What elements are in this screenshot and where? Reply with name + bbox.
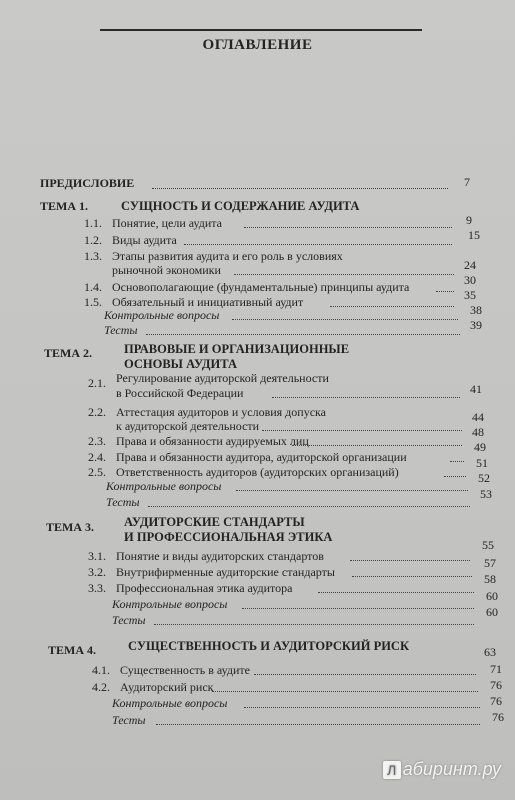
entry-page: 71 [490,662,502,676]
entry-num: 2.5. [88,465,106,479]
leader [146,334,460,335]
entry-page: 52 [478,471,490,485]
entry-num: 2.3. [88,434,106,448]
leader [184,244,452,245]
labirint-logo-mark: Л [383,761,401,779]
entry-page: 30 [464,273,476,287]
entry-num: 3.2. [88,565,106,579]
entry-title: Внутрифирменные аудиторские стандарты [116,565,335,579]
entry-page: 76 [492,710,504,724]
review-questions: Контрольные вопросы [106,479,222,493]
leader [244,227,452,228]
entry-page: 41 [470,382,482,396]
leader [444,476,466,477]
tests: Тесты [104,323,138,337]
entry-num: 3.1. [88,549,106,563]
entry-title: Ответственность аудиторов (аудиторских организаций) [116,465,399,479]
entry-page: 49 [474,440,486,454]
entry-num: 3.3. [88,581,106,595]
leader [236,490,468,491]
leader [272,397,460,398]
entry-title: Существенность в аудите [120,663,250,677]
entry-page: 48 [472,425,484,439]
top-rule [100,29,422,31]
entry-title-line-2: в Российской Федерации [116,386,244,400]
tests: Тесты [112,713,146,727]
preface-label: ПРЕДИСЛОВИЕ [40,176,135,190]
leader [350,560,470,561]
entry-title-line-1: Аттестация аудиторов и условия допуска [116,405,326,419]
entry-page: 38 [470,303,482,317]
entry-num: 2.1. [88,376,106,390]
entry-page: 60 [486,605,498,619]
entry-title: Виды аудита [112,233,177,247]
leader [234,274,454,275]
tests: Тесты [106,495,140,509]
review-questions: Контрольные вопросы [112,597,228,611]
leader [330,306,454,307]
topic-3-title-line-2: И ПРОФЕССИОНАЛЬНАЯ ЭТИКА [124,530,333,544]
entry-title: Основополагающие (фундаментальные) принципы аудита [112,280,410,294]
leader [318,592,474,593]
entry-page: 51 [476,456,488,470]
entry-num: 4.2. [92,680,110,694]
entry-title: Права и обязанности аудитора, аудиторской организации [116,450,407,464]
entry-page: 15 [468,228,480,242]
review-questions: Контрольные вопросы [104,308,220,322]
entry-num: 1.2. [84,233,102,247]
topic-1-title: СУЩНОСТЬ И СОДЕРЖАНИЕ АУДИТА [121,199,360,213]
entry-num: 1.5. [84,295,102,309]
entry-page: 24 [464,258,476,272]
leader [244,707,480,708]
entry-page: 76 [490,694,502,708]
entry-page: 58 [484,572,496,586]
topic-4-page: 63 [484,645,496,659]
entry-title-line-1: Регулирование аудиторской деятельности [116,371,329,385]
leader [254,674,476,675]
leader [450,461,464,462]
entry-page: 9 [466,213,472,227]
topic-2-label: ТЕМА 2. [44,346,92,360]
leader [148,506,470,507]
entry-num: 1.3. [84,249,102,263]
leader [262,430,462,431]
leader [156,724,480,725]
entry-title: Обязательный и инициативный аудит [112,295,304,309]
entry-page: 76 [490,678,502,692]
entry-num: 2.2. [88,405,106,419]
leader [232,319,458,320]
entry-title: Права и обязанности аудируемых лиц [116,434,309,448]
leader [352,576,472,577]
topic-3-title-line-1: АУДИТОРСКИЕ СТАНДАРТЫ [124,515,305,529]
entry-title-line-2: рыночной экономики [112,263,221,277]
entry-num: 4.1. [92,663,110,677]
topic-4-label: ТЕМА 4. [48,643,96,657]
labirint-watermark [383,759,501,780]
entry-page: 60 [486,589,498,603]
entry-page: 44 [472,410,484,424]
leader [154,624,474,625]
topic-1-label: ТЕМА 1. [40,199,88,213]
page-title: ОГЛАВЛЕНИЕ [202,37,313,53]
entry-page: 39 [470,318,482,332]
entry-title: Профессиональная этика аудитора [116,581,293,595]
entry-title: Понятие и виды аудиторских стандартов [116,549,324,563]
topic-2-title-line-1: ПРАВОВЫЕ И ОРГАНИЗАЦИОННЫЕ [124,342,350,356]
entry-num: 1.4. [84,280,102,294]
entry-title-line-2: к аудиторской деятельности [116,419,260,433]
entry-page: 53 [480,487,492,501]
entry-page: 57 [484,556,496,570]
leader [292,445,462,446]
preface-page: 7 [464,175,470,189]
entry-title-line-1: Этапы развития аудита и его роль в условиях [112,249,343,263]
entry-num: 2.4. [88,450,106,464]
topic-3-label: ТЕМА 3. [46,520,94,534]
topic-4-title: СУЩЕСТВЕННОСТЬ И АУДИТОРСКИЙ РИСК [128,639,410,653]
topic-2-title-line-2: ОСНОВЫ АУДИТА [124,357,237,371]
watermark-text: абиринт.ру [402,759,501,779]
leader [152,188,448,189]
leader [212,691,478,692]
entry-title: Аудиторский риск [120,680,214,694]
entry-page: 35 [464,288,476,302]
review-questions: Контрольные вопросы [112,696,228,710]
entry-num: 1.1. [84,216,102,230]
leader [242,608,474,609]
entry-page: 55 [482,538,494,552]
entry-title: Понятие, цели аудита [112,216,222,230]
tests: Тесты [112,613,146,627]
